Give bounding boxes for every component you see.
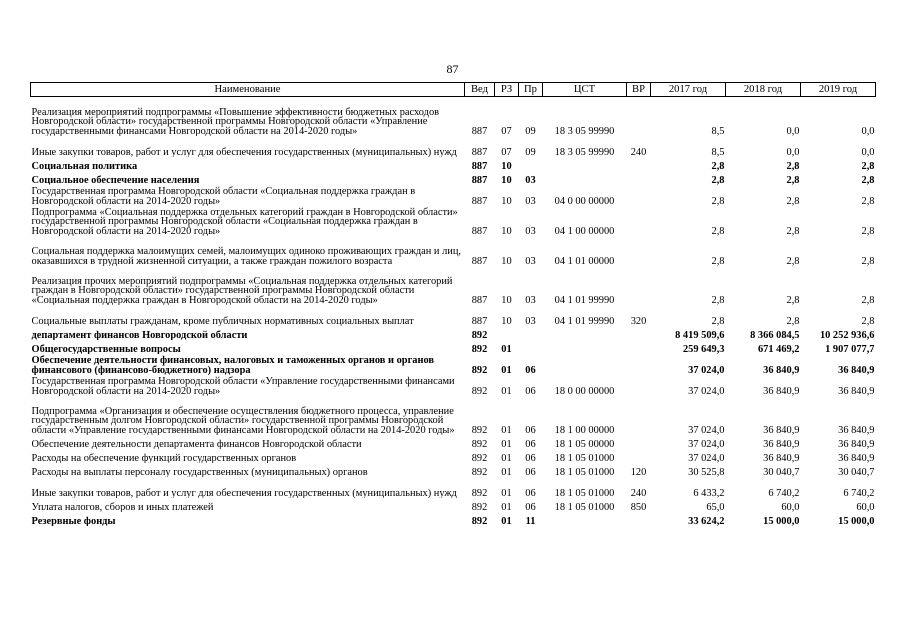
table-row [31, 305, 876, 326]
row-vr [627, 206, 651, 236]
row-name: Государственная программа Новгородской области «Социальная поддержка граждан в Новгородской области на 2014-2020 годы» [31, 186, 416, 206]
row-pr: 03 [525, 195, 536, 206]
row-2019: 1 907 077,7 [825, 343, 875, 354]
row-2019: 2,8 [861, 294, 875, 305]
row-vr [627, 375, 651, 396]
header-2017: 2017 год [651, 83, 726, 97]
row-pr: 03 [525, 174, 536, 185]
row-rz: 10 [501, 174, 512, 185]
row-name: Обеспечение деятельности финансовых, налоговых и таможенных органов и органов финансового (финансово-бюджетного) надзора [31, 355, 435, 375]
header-ved: Вед [465, 83, 495, 97]
table-row [31, 375, 876, 396]
row-2017: 8,5 [711, 125, 725, 136]
row-2018: 0,0 [786, 125, 800, 136]
row-pr [519, 340, 543, 354]
row-ved: 892 [471, 452, 488, 463]
row-2018: 6 740,2 [768, 487, 800, 498]
row-cst [543, 171, 627, 185]
table-row [31, 236, 876, 266]
row-2019: 2,8 [861, 195, 875, 206]
row-cst [543, 354, 627, 375]
row-2017: 2,8 [711, 195, 725, 206]
row-vr [627, 435, 651, 449]
table-row [31, 206, 876, 236]
row-vr [627, 449, 651, 463]
row-cst: 04 1 01 99990 [554, 294, 615, 305]
row-name: Социальные выплаты гражданам, кроме публичных нормативных социальных выплат [31, 315, 414, 326]
row-2017: 2,8 [711, 225, 725, 236]
row-name: Общегосударственные вопросы [31, 343, 181, 354]
row-pr: 03 [525, 294, 536, 305]
table-body [31, 97, 876, 527]
row-vr: 240 [630, 146, 647, 157]
row-ved: 887 [471, 125, 488, 136]
row-vr [627, 97, 651, 137]
row-ved: 892 [471, 466, 488, 477]
row-rz: 10 [501, 225, 512, 236]
row-2018: 36 840,9 [763, 385, 800, 396]
row-2018: 2,8 [786, 315, 800, 326]
row-vr [627, 396, 651, 435]
row-pr: 06 [525, 452, 536, 463]
row-ved: 887 [471, 160, 488, 171]
row-pr: 06 [525, 501, 536, 512]
row-vr: 320 [630, 315, 647, 326]
row-2017: 30 525,8 [688, 466, 725, 477]
row-ved: 887 [471, 146, 488, 157]
row-2018: 8 366 084,5 [750, 329, 800, 340]
row-name: Резервные фонды [31, 515, 116, 526]
row-2019: 36 840,9 [838, 424, 875, 435]
row-2018: 36 840,9 [763, 438, 800, 449]
table-row [31, 157, 876, 171]
row-2017: 65,0 [706, 501, 725, 512]
row-rz [495, 326, 519, 340]
row-rz: 01 [501, 466, 512, 477]
row-2019: 30 040,7 [838, 466, 875, 477]
row-2017: 37 024,0 [688, 438, 725, 449]
row-vr [627, 236, 651, 266]
row-cst: 18 1 05 01000 [554, 452, 615, 463]
row-2019: 2,8 [861, 160, 875, 171]
row-name: Иные закупки товаров, работ и услуг для обеспечения государственных (муниципальных) нужд [31, 146, 457, 157]
table-row [31, 463, 876, 477]
row-ved: 892 [471, 487, 488, 498]
row-2019: 10 252 936,6 [819, 329, 875, 340]
row-rz: 01 [501, 438, 512, 449]
row-vr [627, 326, 651, 340]
table-row [31, 498, 876, 512]
row-2017: 33 624,2 [688, 515, 725, 526]
row-2019: 36 840,9 [838, 364, 875, 375]
row-2018: 30 040,7 [763, 466, 800, 477]
row-rz: 07 [501, 125, 512, 136]
row-2019: 6 740,2 [843, 487, 875, 498]
row-2018: 36 840,9 [763, 364, 800, 375]
row-vr: 240 [630, 487, 647, 498]
row-vr [627, 512, 651, 526]
row-name: Подпрограмма «Социальная поддержка отдельных категорий граждан в Новгородской области» государственной программы Новгородской области «Социальная поддержка граждан в Новгородской области на 2014-2020 годы» [31, 206, 458, 236]
row-vr [627, 266, 651, 305]
row-pr: 11 [525, 515, 536, 526]
row-rz: 01 [501, 343, 512, 354]
row-2017: 6 433,2 [693, 487, 725, 498]
row-rz: 10 [501, 195, 512, 206]
row-vr: 120 [630, 466, 647, 477]
row-ved: 887 [471, 294, 488, 305]
row-2019: 2,8 [861, 255, 875, 266]
table-row [31, 136, 876, 157]
row-2018: 36 840,9 [763, 452, 800, 463]
row-2018: 2,8 [786, 294, 800, 305]
row-cst: 04 1 01 00000 [554, 255, 615, 266]
row-rz: 01 [501, 515, 512, 526]
row-rz: 01 [501, 452, 512, 463]
row-ved: 892 [471, 385, 488, 396]
row-cst: 18 3 05 99990 [554, 125, 615, 136]
row-ved: 892 [471, 515, 488, 526]
row-ved: 892 [471, 501, 488, 512]
budget-table [30, 82, 876, 526]
row-name: Реализация прочих мероприятий подпрограммы «Социальная поддержка отдельных категорий граждан в Новгородской области» государственной программы Новгородской области «Социальная поддержка граждан в Новгородской области на 2014-2020 годы» [31, 275, 453, 305]
row-2019: 2,8 [861, 174, 875, 185]
row-cst: 04 0 00 00000 [554, 195, 615, 206]
row-cst: 18 3 05 99990 [554, 146, 615, 157]
row-pr: 06 [525, 364, 536, 375]
row-vr: 850 [630, 501, 647, 512]
row-2018: 2,8 [786, 160, 800, 171]
table-row [31, 97, 876, 137]
row-pr: 06 [525, 487, 536, 498]
row-pr: 06 [525, 385, 536, 396]
row-pr: 06 [525, 438, 536, 449]
row-pr: 03 [525, 315, 536, 326]
row-name: Социальная политика [31, 160, 138, 171]
row-name: Социальная поддержка малоимущих семей, малоимущих одиноко проживающих граждан и лиц, оказавшихся в трудной жизненной ситуации, а также граждан пожилого возраста [31, 246, 461, 266]
row-2017: 37 024,0 [688, 452, 725, 463]
row-2019: 2,8 [861, 315, 875, 326]
row-name: Расходы на выплаты персоналу государственных (муниципальных) органов [31, 466, 368, 477]
row-vr [627, 157, 651, 171]
row-2018: 60,0 [781, 501, 800, 512]
row-rz: 01 [501, 385, 512, 396]
row-cst [543, 326, 627, 340]
row-vr [627, 171, 651, 185]
row-2019: 15 000,0 [838, 515, 875, 526]
row-name: Социальное обеспечение населения [31, 174, 200, 185]
row-rz: 10 [501, 160, 512, 171]
table-row [31, 435, 876, 449]
row-2017: 37 024,0 [688, 364, 725, 375]
row-name: Государственная программа Новгородской области «Управление государственными финансами Новгородской области на 2014-2020 годы» [31, 376, 455, 396]
row-vr [627, 354, 651, 375]
row-ved: 892 [471, 343, 488, 354]
row-pr: 06 [525, 466, 536, 477]
header-2019: 2019 год [801, 83, 876, 97]
row-rz: 01 [501, 424, 512, 435]
row-rz: 01 [501, 487, 512, 498]
row-2018: 36 840,9 [763, 424, 800, 435]
row-name: Уплата налогов, сборов и иных платежей [31, 501, 214, 512]
header-row [31, 83, 876, 97]
table-row [31, 171, 876, 185]
header-rz: РЗ [495, 83, 519, 97]
row-2018: 2,8 [786, 174, 800, 185]
header-pr: Пр [519, 83, 543, 97]
row-cst [543, 157, 627, 171]
table-row [31, 266, 876, 305]
table-row [31, 354, 876, 375]
row-vr [627, 185, 651, 206]
row-2017: 8,5 [711, 146, 725, 157]
row-name: Подпрограмма «Организация и обеспечение осуществления бюджетного процесса, управление государственным долгом Новгородской области» государственной программы Новгородской области «Управление государственными финансами Новгородской области на 2014-2020 годы» [31, 405, 455, 435]
table-row [31, 326, 876, 340]
row-cst: 18 1 00 00000 [554, 424, 615, 435]
row-ved: 892 [471, 364, 488, 375]
table-row [31, 185, 876, 206]
table-row [31, 396, 876, 435]
row-rz: 01 [501, 501, 512, 512]
row-2018: 2,8 [786, 225, 800, 236]
row-cst [543, 512, 627, 526]
row-2017: 259 649,3 [682, 343, 725, 354]
table-row [31, 477, 876, 498]
row-ved: 892 [471, 424, 488, 435]
row-2017: 2,8 [711, 315, 725, 326]
row-2017: 8 419 509,6 [675, 329, 725, 340]
row-cst: 18 1 05 01000 [554, 487, 615, 498]
row-rz: 10 [501, 294, 512, 305]
table-row [31, 512, 876, 526]
page-number: 87 [446, 62, 459, 76]
row-ved: 892 [471, 329, 488, 340]
row-2017: 37 024,0 [688, 385, 725, 396]
row-pr [519, 157, 543, 171]
row-pr: 03 [525, 255, 536, 266]
row-rz: 10 [501, 315, 512, 326]
row-2019: 60,0 [856, 501, 875, 512]
row-ved: 887 [471, 315, 488, 326]
row-cst: 18 1 05 00000 [554, 438, 615, 449]
row-pr: 09 [525, 146, 536, 157]
row-2019: 36 840,9 [838, 385, 875, 396]
row-cst: 04 1 00 00000 [554, 225, 615, 236]
row-2019: 2,8 [861, 225, 875, 236]
row-2017: 2,8 [711, 255, 725, 266]
header-vr: ВР [627, 83, 651, 97]
row-name: Иные закупки товаров, работ и услуг для обеспечения государственных (муниципальных) нужд [31, 487, 457, 498]
table-row [31, 340, 876, 354]
row-rz: 10 [501, 255, 512, 266]
row-cst: 04 1 01 99990 [554, 315, 615, 326]
row-pr [519, 326, 543, 340]
row-pr: 09 [525, 125, 536, 136]
header-cst: ЦСТ [543, 83, 627, 97]
row-ved: 887 [471, 195, 488, 206]
row-name: департамент финансов Новгородской области [31, 329, 248, 340]
row-name: Расходы на обеспечение функций государственных органов [31, 452, 297, 463]
row-2017: 37 024,0 [688, 424, 725, 435]
row-cst [543, 340, 627, 354]
header-2018: 2018 год [726, 83, 801, 97]
row-pr: 06 [525, 424, 536, 435]
row-name: Реализация мероприятий подпрограммы «Повышение эффективности бюджетных расходов Новгородской области» государственной программы Новгородской области «Управление государственными финансами Новгородской области на 2014-2020 годы» [31, 106, 440, 136]
row-2019: 0,0 [861, 146, 875, 157]
row-cst: 18 1 05 01000 [554, 466, 615, 477]
row-pr: 03 [525, 225, 536, 236]
header-name: Наименование [31, 83, 465, 97]
row-ved: 887 [471, 225, 488, 236]
row-2017: 2,8 [711, 294, 725, 305]
row-rz: 01 [501, 364, 512, 375]
row-2018: 2,8 [786, 255, 800, 266]
row-2019: 36 840,9 [838, 438, 875, 449]
table-row [31, 449, 876, 463]
row-ved: 887 [471, 174, 488, 185]
row-2017: 2,8 [711, 174, 725, 185]
row-2018: 15 000,0 [763, 515, 800, 526]
row-ved: 892 [471, 438, 488, 449]
row-name: Обеспечение деятельности департамента финансов Новгородской области [31, 438, 362, 449]
row-cst: 18 0 00 00000 [554, 385, 615, 396]
row-2017: 2,8 [711, 160, 725, 171]
row-2019: 0,0 [861, 125, 875, 136]
row-2019: 36 840,9 [838, 452, 875, 463]
row-cst: 18 1 05 01000 [554, 501, 615, 512]
row-2018: 0,0 [786, 146, 800, 157]
row-ved: 887 [471, 255, 488, 266]
row-2018: 671 469,2 [757, 343, 800, 354]
row-vr [627, 340, 651, 354]
table-header [31, 83, 876, 97]
row-rz: 07 [501, 146, 512, 157]
row-2018: 2,8 [786, 195, 800, 206]
